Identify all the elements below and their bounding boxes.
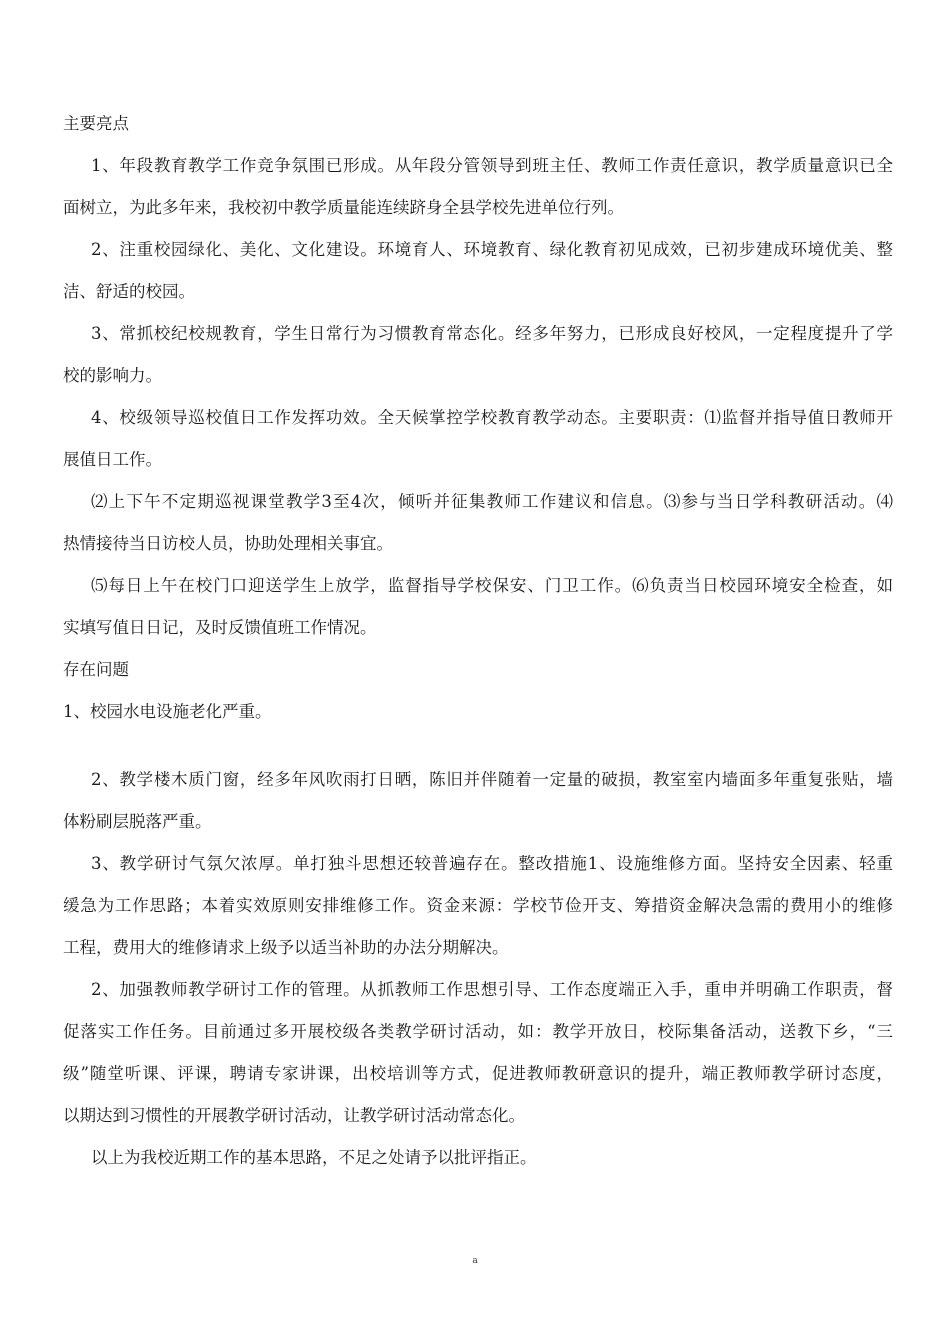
paragraph-line: 2、注重校园绿化、美化、文化建设。环境育人、环境教育、绿化教育初见成效，已初步建成环境优美、整 xyxy=(91,240,893,259)
paragraph-line: 体粉刷层脱落严重。 xyxy=(63,812,212,831)
paragraph-line: 促落实工作任务。目前通过多开展校级各类教学研讨活动，如：教学开放日，校际集备活动，送教下乡，“三 xyxy=(63,1022,893,1041)
spacer xyxy=(63,733,893,759)
problem-item-3 xyxy=(63,843,893,969)
paragraph-line: 3、教学研讨气氛欠浓厚。单打独斗思想还较普遍存在。整改措施1、设施维修方面。坚持安全因素、轻重 xyxy=(91,854,893,873)
paragraph-line: 2、加强教师教学研讨工作的管理。从抓教师工作思想引导、工作态度端正入手，重申并明确工作职责，督 xyxy=(91,980,893,999)
highlight-item-1 xyxy=(63,145,893,229)
highlight-item-2 xyxy=(63,229,893,313)
highlight-item-3 xyxy=(63,313,893,397)
paragraph-line: 级”随堂听课、评课，聘请专家讲课，出校培训等方式，促进教师教研意识的提升，端正教师教学研讨态度， xyxy=(63,1064,893,1083)
paragraph-line: 3、常抓校纪校规教育，学生日常行为习惯教育常态化。经多年努力，已形成良好校风，一定程度提升了学 xyxy=(91,324,893,343)
footer-mark: a xyxy=(472,1256,478,1266)
paragraph-line: 2、教学楼木质门窗，经多年风吹雨打日晒，陈旧并伴随着一定量的破损，教室室内墙面多年重复张贴，墙 xyxy=(91,770,893,789)
problem-item-1: 1、校园水电设施老化严重。 xyxy=(63,702,272,721)
paragraph-line: 面树立，为此多年来，我校初中教学质量能连续跻身全县学校先进单位行列。 xyxy=(63,198,624,217)
paragraph-line: 展值日工作。 xyxy=(63,450,162,469)
paragraph-line: 工程，费用大的维修请求上级予以适当补助的办法分期解决。 xyxy=(63,938,509,957)
paragraph-line: ⑸每日上午在校门口迎送学生上放学，监督指导学校保安、门卫工作。⑹负责当日校园环境安全检查，如 xyxy=(91,576,893,595)
paragraph-line: 缓急为工作思路；本着实效原则安排维修工作。资金来源：学校节俭开支、筹措资金解决急需的费用小的维修 xyxy=(63,896,893,915)
highlight-item-4 xyxy=(63,397,893,481)
section-heading-problems: 存在问题 xyxy=(63,660,129,679)
closing-paragraph: 以上为我校近期工作的基本思路，不足之处请予以批评指正。 xyxy=(91,1148,537,1167)
paragraph-line: ⑵上下午不定期巡视课堂教学3至4次，倾听并征集教师工作建议和信息。⑶参与当日学科教研活动。⑷ xyxy=(91,492,893,511)
paragraph-line: 热情接待当日访校人员，协助处理相关事宜。 xyxy=(63,534,393,553)
paragraph-line: 校的影响力。 xyxy=(63,366,162,385)
paragraph-line: 以期达到习惯性的开展教学研讨活动，让教学研讨活动常态化。 xyxy=(63,1106,525,1125)
highlight-item-5 xyxy=(63,481,893,565)
section-heading-highlights: 主要亮点 xyxy=(63,114,129,133)
paragraph-line: 洁、舒适的校园。 xyxy=(63,282,195,301)
paragraph-line: 1、年段教育教学工作竞争氛围已形成。从年段分管领导到班主任、教师工作责任意识，教学质量意识已全 xyxy=(91,156,893,175)
document-body xyxy=(63,103,893,1179)
measure-item-2 xyxy=(63,969,893,1137)
highlight-item-6 xyxy=(63,565,893,649)
paragraph-line: 实填写值日日记，及时反馈值班工作情况。 xyxy=(63,618,377,637)
problem-item-2 xyxy=(63,759,893,843)
paragraph-line: 4、校级领导巡校值日工作发挥功效。全天候掌控学校教育教学动态。主要职责：⑴监督并指导值日教师开 xyxy=(91,408,893,427)
